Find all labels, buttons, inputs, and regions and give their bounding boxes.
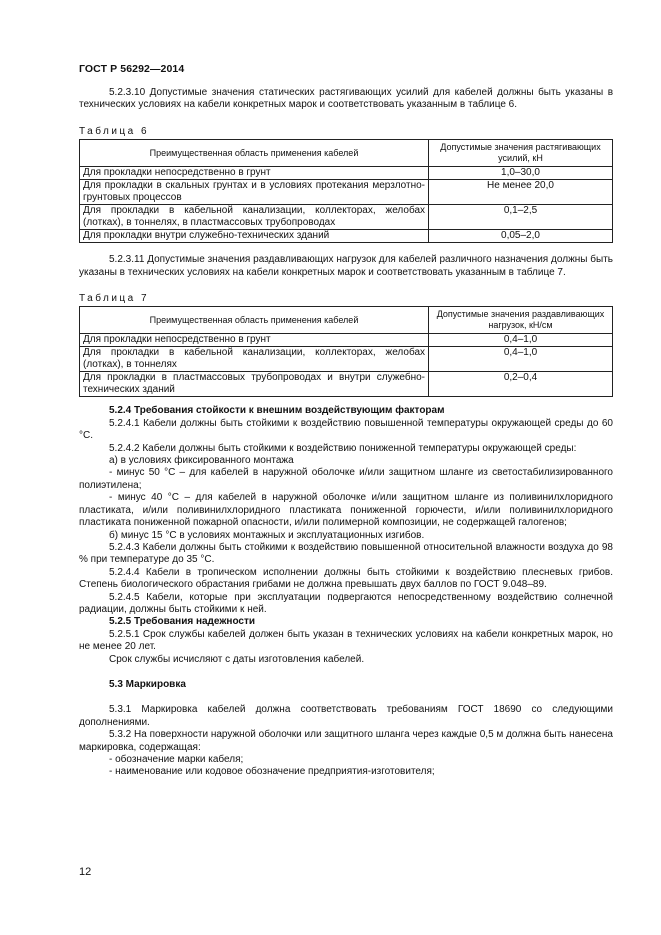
table-7 (79, 306, 613, 397)
section-heading-5-2-5: 5.2.5 Требования надежности (109, 616, 256, 628)
document-header: ГОСТ Р 56292—2014 (79, 63, 185, 75)
table-row (80, 230, 613, 243)
list-item-a2: - минус 40 °С – для кабелей в наружной оболочке и/или защитном шланге из поливинилхлоридного пластиката, и/или поливинилхлоридного пластиката пониженной горючести, и/или поливинилхлоридного пластиката пониженной пожарной опасности, и/или полимерной композиции, не содержащей галогенов; (79, 492, 613, 529)
paragraph-5-2-4-5: 5.2.4.5 Кабели, которые при эксплуатации подвергаются непосредственному воздействию солнечной радиации, должны быть стойкими к ней. (79, 591, 613, 615)
table-row (80, 372, 613, 397)
table-6-caption: Таблица 6 (79, 125, 150, 137)
table-6 (79, 139, 613, 243)
table-cell: Для прокладки непосредственно в грунт (80, 167, 429, 180)
table-cell: 0,2–0,4 (429, 372, 613, 397)
table-cell: Не менее 20,0 (429, 180, 613, 205)
table-cell: Для прокладки непосредственно в грунт (80, 334, 429, 347)
paragraph-5-2-3-11: 5.2.3.11 Допустимые значения раздавливающих нагрузок для кабелей различного назначения должны быть указаны в технических условиях на кабели конкретных марок и соответствовать указанным в таблице 7. (79, 254, 613, 278)
table-header-cell: Преимущественная область применения кабелей (80, 140, 429, 167)
paragraph-5-2-3-10: 5.2.3.10 Допустимые значения статических растягивающих усилий для кабелей должны быть указаны в технических условиях на кабели конкретных марок и соответствовать указанным в таблице 6. (79, 87, 613, 111)
table-cell: 0,05–2,0 (429, 230, 613, 243)
list-item-b: б) минус 15 °С в условиях монтажных и эксплуатационных изгибов. (109, 529, 425, 541)
section-heading-5-3: 5.3 Маркировка (109, 678, 186, 690)
bullet-item: - обозначение марки кабеля; (109, 754, 244, 765)
paragraph-5-2-4-1: 5.2.4.1 Кабели должны быть стойкими к воздействию повышенной температуры окружающей среды до 60 °С. (79, 417, 613, 442)
table-cell: 0,4–1,0 (429, 347, 613, 372)
table-header-cell: Допустимые значения растягивающих усилий, кН (429, 140, 613, 167)
table-header-cell: Преимущественная область применения кабелей (80, 307, 429, 334)
page-content (79, 87, 613, 779)
table-row (80, 180, 613, 205)
table-cell: 1,0–30,0 (429, 167, 613, 180)
section-heading-5-2-4: 5.2.4 Требования стойкости к внешним воздействующим факторам (109, 405, 445, 417)
table-cell: Для прокладки внутри служебно-технических зданий (80, 230, 429, 243)
table-row (80, 334, 613, 347)
page-number: 12 (79, 866, 92, 878)
paragraph-5-2-4-4: 5.2.4.4 Кабели в тропическом исполнении должны быть стойкими к воздействию плесневых грибов. Степень биологического обрастания грибами не должна превышать двух баллов по ГОСТ 9.048–89. (79, 566, 613, 591)
table-cell: Для прокладки в пластмассовых трубопроводах и внутри служебно-технических зданий (80, 372, 429, 397)
table-cell: Для прокладки в кабельной канализации, коллекторах, желобах (лотках), в тоннелях (80, 347, 429, 372)
table-row (80, 167, 613, 180)
list-item-a: а) в условиях фиксированного монтажа (109, 455, 294, 467)
table-header-row (80, 140, 613, 167)
paragraph-service-life: Срок службы исчисляют с даты изготовления кабелей. (109, 653, 365, 665)
table-cell: 0,1–2,5 (429, 205, 613, 230)
paragraph-5-3-1: 5.3.1 Маркировка кабелей должна соответствовать требованиям ГОСТ 18690 со следующими дополнениями. (79, 704, 613, 728)
paragraph-5-2-5-1: 5.2.5.1 Срок службы кабелей должен быть указан в технических условиях на кабели конкретных марок, но не менее 20 лет. (79, 628, 613, 653)
table-cell: Для прокладки в скальных грунтах и в условиях протекания мерзлотно-грунтовых процессов (80, 180, 429, 205)
table-header-cell: Допустимые значения раздавливающих нагрузок, кН/см (429, 307, 613, 334)
bullet-item: - наименование или кодовое обозначение предприятия-изготовителя; (109, 766, 435, 778)
paragraph-5-3-2: 5.3.2 На поверхности наружной оболочки или защитного шланга через каждые 0,5 м должна быть нанесена маркировка, содержащая: (79, 729, 613, 753)
paragraph-5-2-4-3: 5.2.4.3 Кабели должны быть стойкими к воздействию повышенной относительной влажности воздуха до 98 % при температуре до 35 °С. (79, 541, 613, 566)
table-7-caption: Таблица 7 (79, 293, 150, 305)
table-row (80, 347, 613, 372)
paragraph-5-2-4-2: 5.2.4.2 Кабели должны быть стойкими к воздействию пониженной температуры окружающей среды: (109, 442, 577, 454)
table-header-row (80, 307, 613, 334)
table-row (80, 205, 613, 230)
table-cell: 0,4–1,0 (429, 334, 613, 347)
table-cell: Для прокладки в кабельной канализации, коллекторах, желобах (лотках), в тоннелях, в пластмассовых трубопроводах (80, 205, 429, 230)
list-item-a1: - минус 50 °С – для кабелей в наружной оболочке и/или защитном шланге из светостабилизированного полиэтилена; (79, 467, 613, 491)
